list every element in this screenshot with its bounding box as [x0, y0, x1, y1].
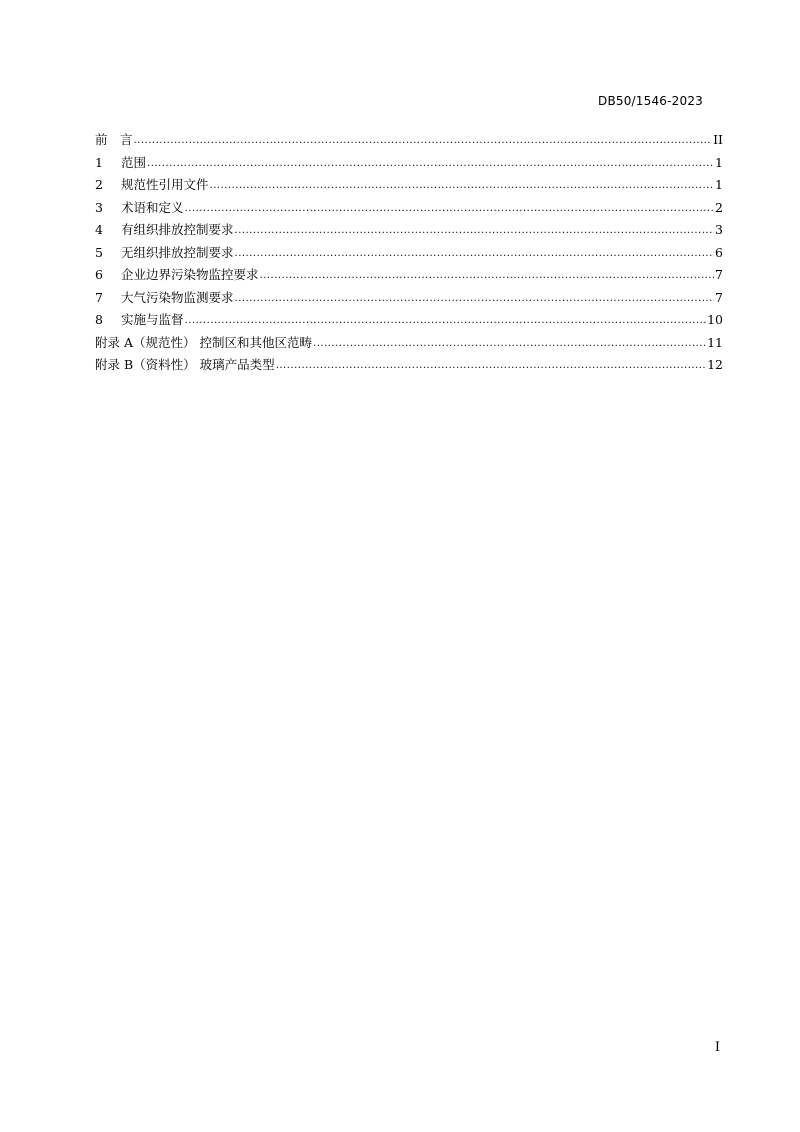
- document-code: DB50/1546-2023: [598, 94, 703, 108]
- toc-leader-dots: [185, 199, 715, 212]
- toc-entry-fugitive-emission[interactable]: [95, 243, 723, 266]
- toc-entry-scope[interactable]: [95, 153, 723, 176]
- toc-entry-number: 4: [95, 222, 103, 237]
- toc-entry-number: 附录 B（资料性）: [95, 357, 196, 372]
- toc-entry-title: 无组织排放控制要求: [121, 244, 234, 260]
- toc-entry-title: 有组织排放控制要求: [121, 222, 234, 237]
- toc-leader-dots: [210, 177, 715, 190]
- toc-entry-appendix-a[interactable]: [95, 333, 723, 356]
- toc-entry-page: 11: [707, 334, 723, 350]
- toc-entry-page: 10: [707, 312, 723, 327]
- toc-entry-title: 大气污染物监测要求: [121, 289, 234, 305]
- toc-entry-number: 6: [95, 267, 103, 282]
- toc-entry-title: 范围: [121, 154, 147, 170]
- toc-entry-title: 实施与监督: [121, 312, 184, 327]
- toc-leader-dots: [235, 222, 715, 235]
- toc-leader-dots: [235, 244, 715, 257]
- toc-entry-page: 7: [715, 267, 723, 282]
- toc-entry-number: 5: [95, 244, 103, 260]
- toc-entry-number: 2: [95, 177, 103, 192]
- toc-entry-number: 3: [95, 199, 103, 215]
- table-of-contents: [95, 130, 723, 378]
- toc-entry-number: 7: [95, 289, 103, 305]
- toc-entry-terms-definitions[interactable]: [95, 198, 723, 221]
- toc-entry-boundary-monitoring[interactable]: [95, 265, 723, 288]
- toc-entry-title: 前 言: [95, 132, 133, 147]
- toc-entry-page: 3: [715, 222, 723, 237]
- page-number: I: [714, 1040, 720, 1055]
- toc-entry-air-monitoring[interactable]: [95, 288, 723, 311]
- toc-entry-page: 6: [715, 244, 723, 260]
- toc-leader-dots: [276, 357, 706, 370]
- toc-entry-implementation[interactable]: [95, 310, 723, 333]
- toc-entry-page: 1: [715, 177, 723, 192]
- toc-entry-page: 7: [715, 289, 723, 305]
- toc-entry-number: 1: [95, 154, 103, 170]
- toc-leader-dots: [147, 154, 714, 167]
- toc-entry-title: 术语和定义: [121, 199, 184, 215]
- toc-entry-title: 规范性引用文件: [121, 177, 209, 192]
- toc-entry-title: 玻璃产品类型: [199, 357, 275, 372]
- toc-entry-appendix-b[interactable]: [95, 355, 723, 378]
- toc-entry-page: 1: [715, 154, 723, 170]
- toc-leader-dots: [134, 132, 713, 145]
- toc-entry-foreword[interactable]: [95, 130, 723, 153]
- toc-entry-page: 2: [715, 199, 723, 215]
- toc-entry-organized-emission[interactable]: [95, 220, 723, 243]
- toc-entry-page: 12: [707, 357, 723, 372]
- toc-entry-title: 控制区和其他区范畴: [199, 334, 313, 350]
- toc-leader-dots: [235, 289, 715, 302]
- toc-leader-dots: [313, 334, 706, 347]
- toc-entry-title: 企业边界污染物监控要求: [121, 267, 259, 282]
- toc-entry-page: II: [713, 132, 723, 147]
- toc-leader-dots: [185, 312, 707, 325]
- toc-leader-dots: [260, 267, 715, 280]
- toc-entry-normative-references[interactable]: [95, 175, 723, 198]
- toc-entry-number: 附录 A（规范性）: [95, 334, 196, 350]
- toc-entry-number: 8: [95, 312, 103, 327]
